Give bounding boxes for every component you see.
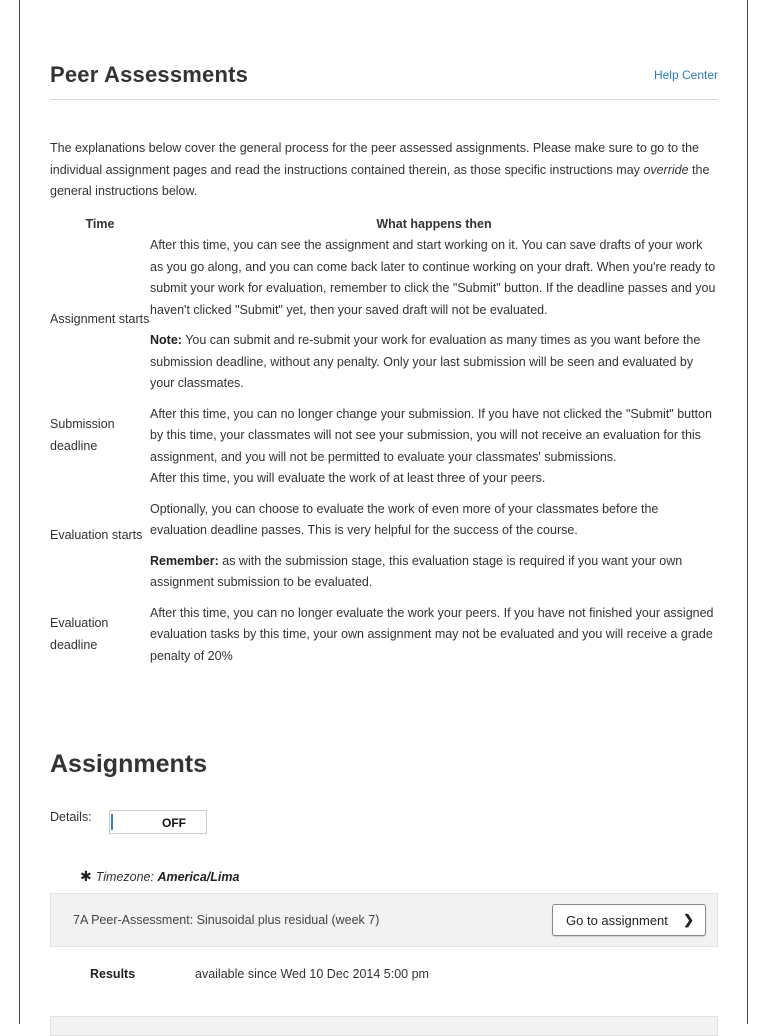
intro-text-start: The explanations below cover the general process for the peer assessed assignments. Please make sure to go to the individual assignment pages and read the instructions contained therein, as those specific instructions may bbox=[50, 141, 699, 177]
intro-text-end: the general instructions below. bbox=[50, 162, 710, 198]
timezone-note bbox=[80, 868, 239, 885]
paragraph-text: Optionally, you can choose to evaluate the work of even more of your classmates before the evaluation deadline passes. This is very helpful for the success of the course. bbox=[150, 501, 659, 537]
paragraph-text: After this time, you will evaluate the work of at least three of your peers. bbox=[150, 471, 546, 485]
help-center-link[interactable]: Help Center bbox=[653, 68, 718, 82]
toggle-handle bbox=[111, 814, 113, 830]
paragraph-text: After this time, you can no longer change your submission. If you have not clicked the "Submit" button by this time, your classmates will not see your submission, you will not receive an evaluation for this assignment, and you will not be permitted to evaluate your classmates' submissions. bbox=[150, 406, 712, 464]
timeline-header-row bbox=[50, 212, 718, 235]
page-header bbox=[50, 62, 718, 100]
timeline-paragraph bbox=[150, 330, 718, 395]
timeline-paragraph bbox=[150, 404, 718, 469]
page-frame-right-border bbox=[747, 0, 748, 1024]
timeline-row-evaluation-deadline bbox=[50, 603, 718, 668]
timeline-row-submission-deadline bbox=[50, 404, 718, 469]
go-to-assignment-label: Go to assignment bbox=[566, 912, 668, 928]
paragraph-text: You can submit and re-submit your work for evaluation as many times as you want before the submission deadline, without any penalty. Only your last submission will be seen and evaluated by your classmates. bbox=[150, 333, 701, 390]
timeline-time-cell: Evaluation starts bbox=[50, 527, 143, 542]
timeline-paragraph bbox=[150, 468, 718, 490]
time-column-header: Time bbox=[85, 216, 115, 231]
details-label: Details: bbox=[50, 810, 92, 824]
timeline-paragraph bbox=[150, 499, 718, 542]
timeline-row-assignment-starts bbox=[50, 235, 718, 404]
intro-paragraph bbox=[50, 138, 718, 203]
what-column-header: What happens then bbox=[376, 216, 492, 231]
timeline-description-cell bbox=[150, 235, 718, 404]
timeline-paragraph bbox=[150, 551, 718, 594]
remember-lead: Remember: bbox=[150, 553, 219, 568]
timeline-time-cell: Submission deadline bbox=[50, 417, 115, 453]
timeline-time-cell: Assignment starts bbox=[50, 311, 150, 326]
timeline-time-cell: Evaluation deadline bbox=[50, 616, 109, 652]
timeline-paragraph bbox=[150, 603, 718, 668]
note-lead: Note: bbox=[150, 333, 182, 347]
intro-text-emphasis: override bbox=[643, 162, 689, 177]
toggle-state-text: OFF bbox=[162, 816, 186, 830]
assignment-row-next bbox=[50, 1016, 718, 1036]
paragraph-text: as with the submission stage, this evaluation stage is required if you want your own assignment submission to be evaluated. bbox=[150, 553, 683, 589]
go-to-assignment-button[interactable] bbox=[552, 904, 706, 936]
assignments-heading: Assignments bbox=[50, 750, 207, 778]
timeline-description-cell bbox=[150, 404, 718, 469]
timeline-row-evaluation-starts bbox=[50, 468, 718, 603]
results-label: Results bbox=[90, 967, 136, 981]
details-toggle[interactable] bbox=[109, 810, 207, 834]
asterisk-icon: ✱ bbox=[80, 868, 92, 884]
timeline-paragraph bbox=[150, 235, 718, 321]
assignment-name: 7A Peer-Assessment: Sinusoidal plus residual (week 7) bbox=[73, 913, 380, 927]
timezone-label: Timezone: bbox=[95, 870, 154, 884]
paragraph-text: After this time, you can no longer evaluate the work your peers. If you have not finished your assigned evaluation tasks by this time, your own assignment may not be evaluated and you will receive a grade penalty of 20% bbox=[150, 605, 714, 663]
paragraph-text: After this time, you can see the assignment and start working on it. You can save drafts of your work as you go along, and you can come back later to continue working on your draft. When you're ready to submit your work for evaluation, remember to click the "Submit" button. If the deadline passes and you haven't clicked "Submit" yet, then your saved draft will not be evaluated. bbox=[150, 238, 716, 317]
timezone-value: America/Lima bbox=[157, 870, 240, 884]
results-value: available since Wed 10 Dec 2014 5:00 pm bbox=[195, 967, 429, 981]
page-title: Peer Assessments bbox=[50, 62, 249, 87]
page-frame-left-border bbox=[19, 0, 20, 1024]
timeline-description-cell bbox=[150, 603, 718, 668]
assignment-row bbox=[50, 893, 718, 947]
chevron-right-icon: ❯ bbox=[683, 912, 694, 927]
timeline-description-cell bbox=[150, 468, 718, 603]
timeline-table bbox=[50, 212, 718, 667]
